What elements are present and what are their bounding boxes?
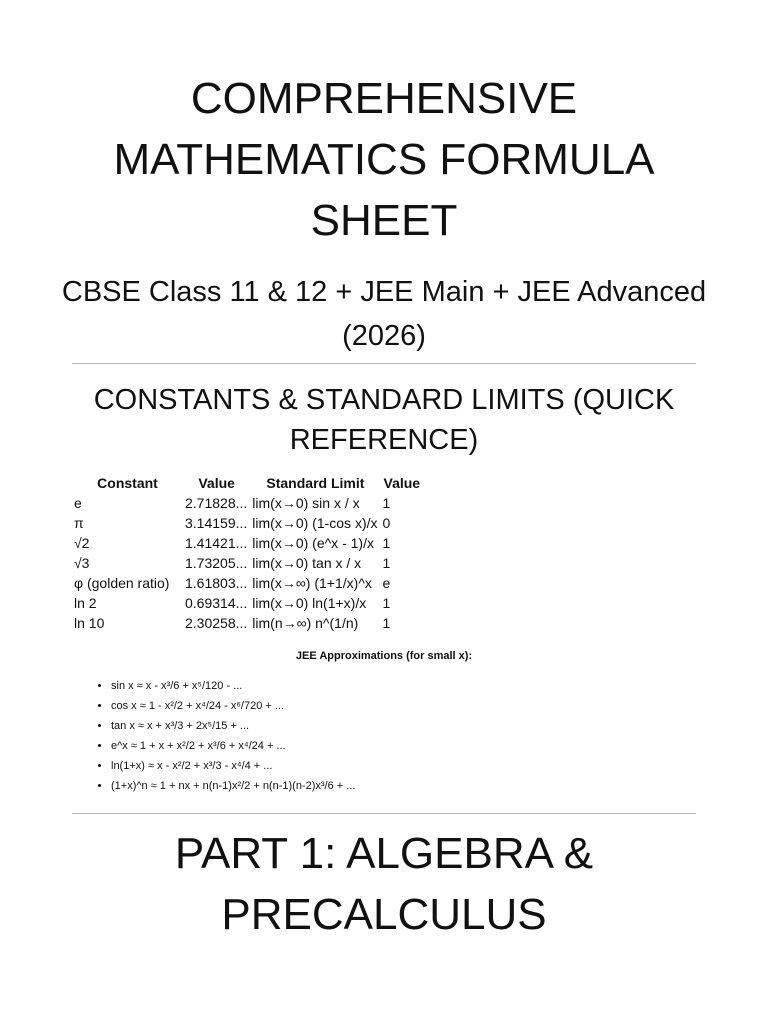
constant-cell: π xyxy=(74,515,84,531)
list-item: • cos x ≈ 1 - x²/2 + x⁴/24 - x⁶/720 + ... xyxy=(111,700,355,713)
table-row xyxy=(72,553,423,573)
standard-limit-cell: lim(x→0) ln(1+x)/x xyxy=(252,595,367,611)
standard-limit-cell: lim(x→∞) (1+1/x)^x xyxy=(252,575,372,591)
constant-cell: ln 10 xyxy=(74,615,105,631)
part-1-heading: PART 1: ALGEBRA & PRECALCULUS xyxy=(174,829,594,939)
divider-bottom xyxy=(72,813,696,814)
column-header-constant: Constant xyxy=(97,475,158,491)
constants-section-heading: CONSTANTS & STANDARD LIMITS (QUICK REFERENCE) xyxy=(93,384,675,456)
constant-value-cell: 3.14159... xyxy=(185,515,248,531)
table-row xyxy=(72,493,423,513)
constant-value-cell: 1.41421... xyxy=(185,535,248,551)
constant-value-cell: 2.30258... xyxy=(185,615,248,631)
list-item: • sin x ≈ x - x³/6 + x⁵/120 - ... xyxy=(111,680,355,693)
column-header-value: Value xyxy=(198,475,235,491)
table-header-row xyxy=(72,473,423,493)
divider-top xyxy=(72,363,696,364)
document-subtitle: CBSE Class 11 & 12 + JEE Main + JEE Advanced (2026) xyxy=(61,276,707,352)
limit-value-cell: 1 xyxy=(382,615,391,631)
standard-limit-cell: lim(x→0) (e^x - 1)/x xyxy=(252,535,374,551)
constant-cell: √3 xyxy=(74,555,90,571)
standard-limit-cell: lim(x→0) (1-cos x)/x xyxy=(252,515,378,531)
constant-cell: φ (golden ratio) xyxy=(74,575,170,591)
limit-value-cell: 1 xyxy=(382,595,391,611)
constant-value-cell: 1.73205... xyxy=(185,555,248,571)
limit-value-cell: 1 xyxy=(382,535,391,551)
constant-value-cell: 0.69314... xyxy=(185,595,248,611)
document-title: COMPREHENSIVE MATHEMATICS FORMULA SHEET xyxy=(113,74,655,245)
table-row xyxy=(72,533,423,553)
limit-value-cell: 0 xyxy=(382,515,391,531)
table-row xyxy=(72,513,423,533)
constant-cell: e xyxy=(74,495,82,511)
list-item: • e^x ≈ 1 + x + x²/2 + x³/6 + x⁴/24 + ... xyxy=(111,740,355,753)
constant-cell: √2 xyxy=(74,535,90,551)
limit-value-cell: 1 xyxy=(382,555,391,571)
table-row xyxy=(72,593,423,613)
approximations-heading: JEE Approximations (for small x): xyxy=(295,650,473,662)
column-header-limit-value: Value xyxy=(383,475,421,491)
limit-value-cell: e xyxy=(382,575,391,591)
standard-limit-cell: lim(x→0) tan x / x xyxy=(252,555,362,571)
constant-value-cell: 1.61803... xyxy=(185,575,248,591)
constants-table xyxy=(72,473,423,633)
approximations-list xyxy=(72,680,355,800)
list-item: • (1+x)^n ≈ 1 + nx + n(n-1)x²/2 + n(n-1)(n-2)x³/6 + ... xyxy=(111,780,355,793)
limit-value-cell: 1 xyxy=(382,495,391,511)
constant-cell: ln 2 xyxy=(74,595,97,611)
standard-limit-cell: lim(n→∞) n^(1/n) xyxy=(252,615,359,631)
list-item: • ln(1+x) ≈ x - x²/2 + x³/3 - x⁴/4 + ... xyxy=(111,760,355,773)
column-header-standard-limit: Standard Limit xyxy=(266,475,365,491)
constant-value-cell: 2.71828... xyxy=(185,495,248,511)
table-row xyxy=(72,613,423,633)
standard-limit-cell: lim(x→0) sin x / x xyxy=(252,495,360,511)
table-row xyxy=(72,573,423,593)
list-item: • tan x ≈ x + x³/3 + 2x⁵/15 + ... xyxy=(111,720,355,733)
